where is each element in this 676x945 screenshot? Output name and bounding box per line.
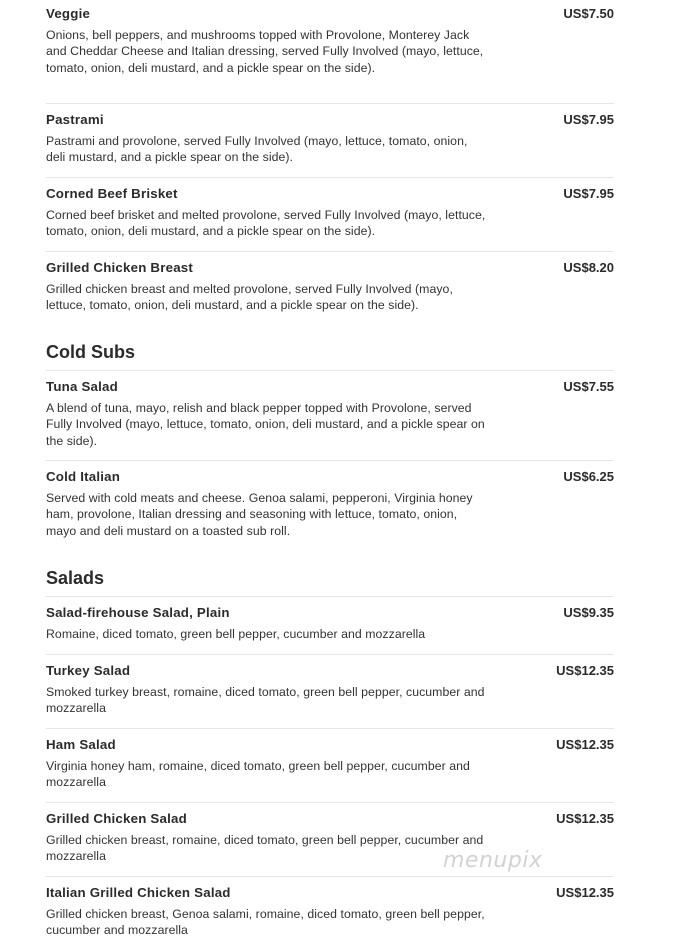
item-name: Cold Italian	[46, 469, 121, 484]
item-description: Corned beef brisket and melted provolone, served Fully Involved (mayo, lettuce, tomato, onion, deli mustard, and a pickle spear on the side).	[46, 208, 486, 239]
item-price: US$12.35	[556, 885, 614, 900]
item-name: Grilled Chicken Breast	[46, 260, 194, 275]
item-price: US$9.35	[563, 605, 614, 620]
item-description: Smoked turkey breast, romaine, diced tomato, green bell pepper, cucumber and mozzarella	[46, 685, 485, 716]
item-name: Ham Salad	[46, 737, 116, 752]
divider	[46, 596, 614, 597]
menu-item	[46, 663, 614, 717]
item-description: Pastrami and provolone, served Fully Involved (mayo, lettuce, tomato, onion, deli mustard, and a pickle spear on the side).	[46, 134, 468, 165]
item-description: Served with cold meats and cheese. Genoa salami, pepperoni, Virginia honey ham, provolone, Italian dressing and seasoning with lettuce, tomato, onion, mayo and deli mustard on a toasted sub roll.	[46, 491, 473, 538]
divider	[46, 654, 614, 655]
divider	[46, 876, 614, 877]
item-description: Romaine, diced tomato, green bell pepper, cucumber and mozzarella	[46, 627, 426, 641]
menu-item	[46, 112, 614, 166]
item-description: Grilled chicken breast, Genoa salami, romaine, diced tomato, green bell pepper, cucumber and mozzarella	[46, 907, 485, 938]
item-name: Grilled Chicken Salad	[46, 811, 187, 826]
section-heading-salads: Salads	[46, 568, 105, 588]
menu-item	[46, 469, 614, 539]
item-price: US$12.35	[556, 737, 614, 752]
section-heading-cold-subs: Cold Subs	[46, 342, 135, 362]
item-price: US$7.50	[563, 6, 614, 21]
item-name: Turkey Salad	[46, 663, 131, 678]
item-name: Italian Grilled Chicken Salad	[46, 885, 231, 900]
item-price: US$8.20	[563, 260, 614, 275]
divider	[46, 802, 614, 803]
item-price: US$12.35	[556, 811, 614, 826]
divider	[46, 251, 614, 252]
item-description: A blend of tuna, mayo, relish and black pepper topped with Provolone, served Fully Involved (mayo, lettuce, tomato, onion, deli mustard, and a pickle spear on the side).	[46, 401, 485, 448]
item-description: Virginia honey ham, romaine, diced tomato, green bell pepper, cucumber and mozzarella	[46, 759, 470, 790]
menu-item	[46, 186, 614, 240]
item-name: Veggie	[46, 6, 91, 21]
divider	[46, 728, 614, 729]
menu-item	[46, 6, 614, 76]
item-price: US$7.95	[563, 112, 614, 127]
item-price: US$6.25	[563, 469, 614, 484]
item-price: US$7.55	[563, 379, 614, 394]
menu-item	[46, 260, 614, 314]
item-name: Corned Beef Brisket	[46, 186, 178, 201]
divider	[46, 177, 614, 178]
item-price: US$7.95	[563, 186, 614, 201]
menu-item	[46, 605, 614, 642]
item-name: Salad-firehouse Salad, Plain	[46, 605, 230, 620]
menu-item	[46, 885, 614, 939]
item-description: Onions, bell peppers, and mushrooms topped with Provolone, Monterey Jack and Cheddar Cheese and Italian dressing, served Fully Involved (mayo, lettuce, tomato, onion, deli mustard, and a pickle spear on the side).	[46, 28, 484, 75]
item-price: US$12.35	[556, 663, 614, 678]
watermark-logo: menupix	[443, 848, 543, 873]
item-name: Tuna Salad	[46, 379, 118, 394]
divider	[46, 370, 614, 371]
item-description: Grilled chicken breast, romaine, diced tomato, green bell pepper, cucumber and mozzarella	[46, 833, 484, 864]
divider	[46, 460, 614, 461]
divider	[46, 103, 614, 104]
menu-item	[46, 737, 614, 791]
menu-item	[46, 379, 614, 449]
item-name: Pastrami	[46, 112, 104, 127]
item-description: Grilled chicken breast and melted provolone, served Fully Involved (mayo, lettuce, tomato, onion, deli mustard, and a pickle spear on the side).	[46, 282, 453, 313]
